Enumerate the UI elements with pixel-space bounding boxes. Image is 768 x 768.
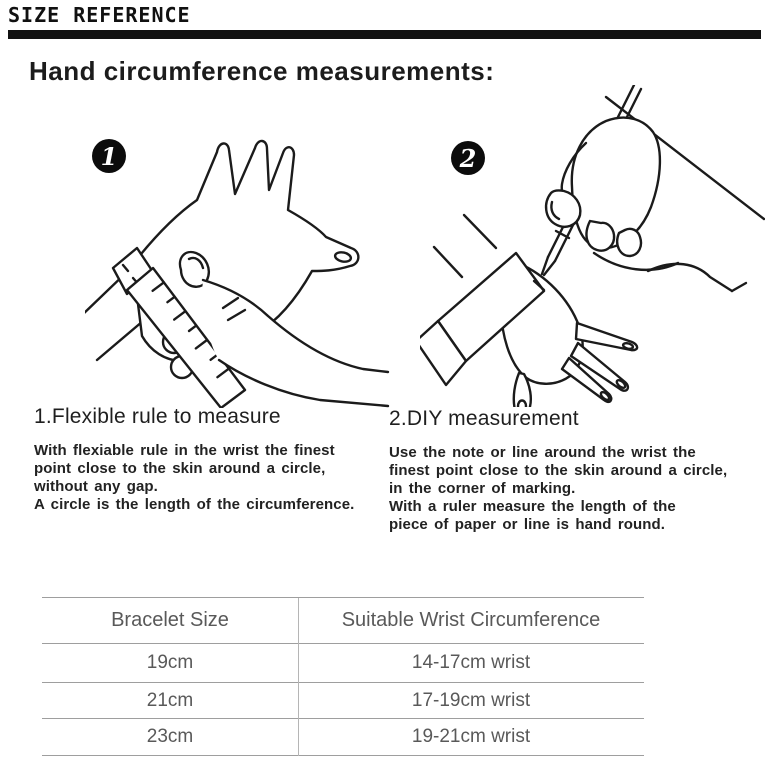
- wrist-circumference-value: 19-21cm wrist: [411, 726, 531, 747]
- table-row: [42, 683, 644, 719]
- title-underline-bar: [8, 30, 761, 39]
- table-header-row: [42, 598, 644, 644]
- instruction-1-body: [34, 442, 379, 514]
- instruction-2-title: 2.DIY measurement: [389, 407, 579, 430]
- hand-pen-marking-icon: [420, 85, 765, 407]
- instruction-2-line: finest point close to the skin around a circle,: [389, 462, 728, 479]
- bracelet-size-value: 21cm: [146, 689, 194, 711]
- wrist-circumference-value: 14-17cm wrist: [411, 652, 531, 673]
- instruction-1-line: point close to the skin around a circle,: [34, 460, 326, 477]
- step-2-badge: 2: [451, 141, 485, 175]
- wrist-circumference-value: 17-19cm wrist: [411, 689, 531, 711]
- instruction-2-line: With a ruler measure the length of the: [389, 498, 676, 515]
- column-header-wrist-circumference: Suitable Wrist Circumference: [341, 609, 601, 631]
- bracelet-size-value: 23cm: [146, 726, 194, 747]
- bracelet-size-value: 19cm: [146, 652, 194, 673]
- column-header-bracelet-size: Bracelet Size: [111, 609, 229, 631]
- instruction-1-line: With flexiable rule in the wrist the finest: [34, 442, 335, 459]
- instruction-1-line: without any gap.: [34, 478, 158, 495]
- instruction-2-line: in the corner of marking.: [389, 480, 576, 497]
- page-title: SIZE REFERENCE: [8, 3, 191, 27]
- section-heading: Hand circumference measurements:: [29, 56, 495, 86]
- instruction-section-2: [389, 407, 759, 534]
- step-1-badge: 1: [92, 139, 126, 173]
- figure-diy-pen-marking: [420, 85, 765, 407]
- table-column-divider: [298, 598, 299, 756]
- table-row: [42, 644, 644, 683]
- hand-tape-measure-icon: [85, 118, 390, 408]
- instruction-2-line: Use the note or line around the wrist the: [389, 444, 696, 461]
- size-table: [42, 597, 644, 756]
- instruction-1-title: 1.Flexible rule to measure: [34, 405, 281, 428]
- table-row: [42, 719, 644, 756]
- instruction-2-body: [389, 444, 759, 534]
- instruction-section-1: [34, 405, 379, 514]
- figure-flexible-tape-measure: [85, 118, 390, 408]
- instruction-1-line: A circle is the length of the circumference.: [34, 496, 355, 513]
- instruction-2-line: piece of paper or line is hand round.: [389, 516, 666, 533]
